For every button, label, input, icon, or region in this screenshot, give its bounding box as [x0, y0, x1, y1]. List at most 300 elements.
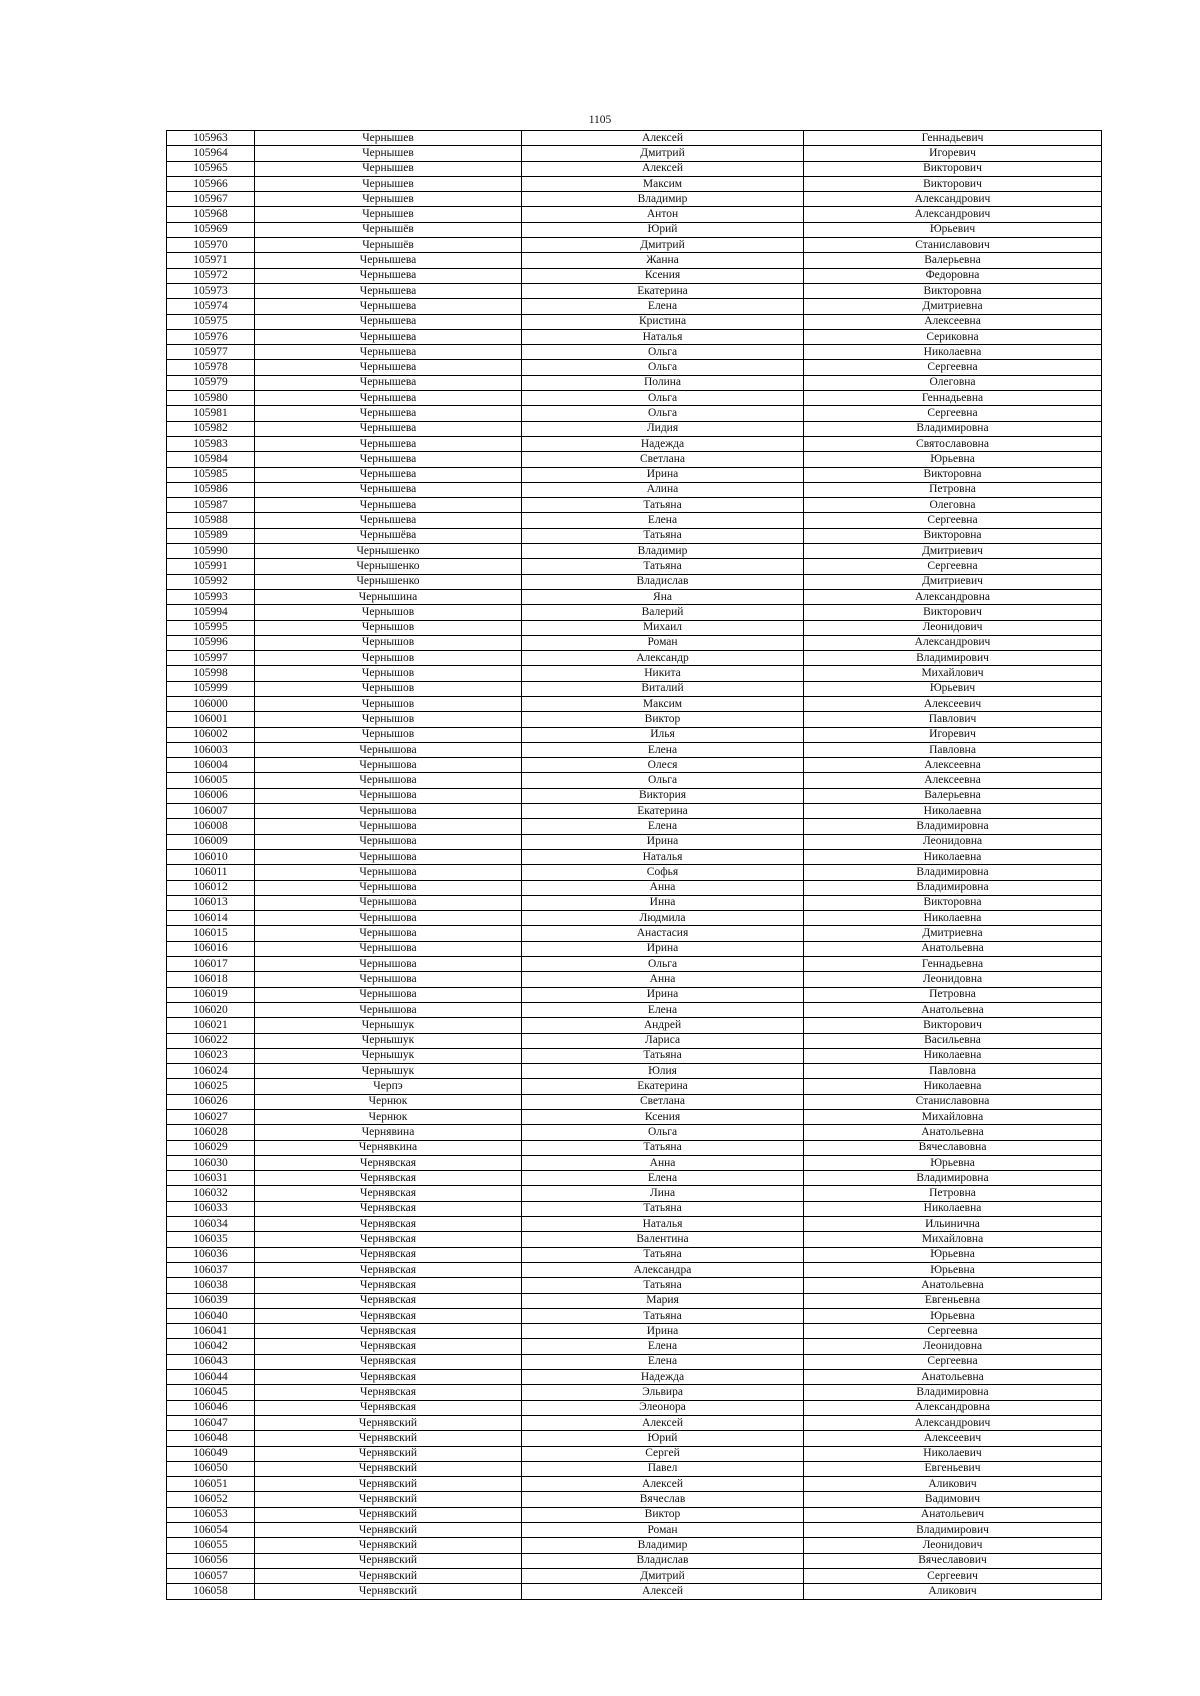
- patronymic-cell: Леонидович: [804, 1538, 1102, 1553]
- table-row: [167, 1492, 1102, 1507]
- surname-cell: Чернышев: [255, 146, 522, 161]
- table-row: [167, 1293, 1102, 1308]
- first-name-cell: Елена: [522, 513, 804, 528]
- record-number-cell: 106020: [167, 1002, 255, 1017]
- surname-cell: Чернявская: [255, 1155, 522, 1170]
- record-number-cell: 106028: [167, 1125, 255, 1140]
- surname-cell: Чернышова: [255, 957, 522, 972]
- surname-cell: Чернышук: [255, 1048, 522, 1063]
- table-row: [167, 1324, 1102, 1339]
- first-name-cell: Татьяна: [522, 1140, 804, 1155]
- record-number-cell: 106009: [167, 834, 255, 849]
- record-number-cell: 106030: [167, 1155, 255, 1170]
- first-name-cell: Татьяна: [522, 498, 804, 513]
- table-row: [167, 1094, 1102, 1109]
- first-name-cell: Елена: [522, 742, 804, 757]
- patronymic-cell: Валерьевна: [804, 253, 1102, 268]
- surname-cell: Чернявский: [255, 1446, 522, 1461]
- first-name-cell: Дмитрий: [522, 1568, 804, 1583]
- patronymic-cell: Петровна: [804, 987, 1102, 1002]
- table-row: [167, 926, 1102, 941]
- table-row: [167, 742, 1102, 757]
- surname-cell: Чернявская: [255, 1324, 522, 1339]
- patronymic-cell: Дмитриевна: [804, 926, 1102, 941]
- patronymic-cell: Юрьевна: [804, 1262, 1102, 1277]
- table-row: [167, 1217, 1102, 1232]
- surname-cell: Чернышова: [255, 941, 522, 956]
- patronymic-cell: Викторовна: [804, 895, 1102, 910]
- record-number-cell: 106050: [167, 1461, 255, 1476]
- record-number-cell: 106000: [167, 696, 255, 711]
- record-number-cell: 105978: [167, 360, 255, 375]
- patronymic-cell: Юрьевна: [804, 1247, 1102, 1262]
- patronymic-cell: Алексеевич: [804, 1431, 1102, 1446]
- first-name-cell: Наталья: [522, 849, 804, 864]
- first-name-cell: Ольга: [522, 360, 804, 375]
- patronymic-cell: Анатольевна: [804, 1370, 1102, 1385]
- first-name-cell: Александр: [522, 651, 804, 666]
- patronymic-cell: Анатольевна: [804, 941, 1102, 956]
- surname-cell: Чернышов: [255, 620, 522, 635]
- surname-cell: Чернышева: [255, 283, 522, 298]
- record-number-cell: 106038: [167, 1278, 255, 1293]
- surname-cell: Чернышенко: [255, 544, 522, 559]
- patronymic-cell: Сергеевна: [804, 559, 1102, 574]
- record-number-cell: 106058: [167, 1584, 255, 1599]
- table-row: [167, 1247, 1102, 1262]
- surname-cell: Чернышева: [255, 345, 522, 360]
- table-row: [167, 1201, 1102, 1216]
- table-row: [167, 436, 1102, 451]
- first-name-cell: Лариса: [522, 1033, 804, 1048]
- record-number-cell: 105981: [167, 406, 255, 421]
- surname-cell: Чернявский: [255, 1492, 522, 1507]
- table-row: [167, 758, 1102, 773]
- first-name-cell: Светлана: [522, 452, 804, 467]
- record-number-cell: 105965: [167, 161, 255, 176]
- patronymic-cell: Юрьевна: [804, 1308, 1102, 1323]
- record-number-cell: 106044: [167, 1370, 255, 1385]
- patronymic-cell: Викторовна: [804, 467, 1102, 482]
- record-number-cell: 106017: [167, 957, 255, 972]
- surname-cell: Чернявская: [255, 1370, 522, 1385]
- patronymic-cell: Павловна: [804, 742, 1102, 757]
- record-number-cell: 106040: [167, 1308, 255, 1323]
- patronymic-cell: Геннадьевна: [804, 391, 1102, 406]
- record-number-cell: 105992: [167, 574, 255, 589]
- record-number-cell: 106054: [167, 1523, 255, 1538]
- table-row: [167, 329, 1102, 344]
- patronymic-cell: Николаевна: [804, 1079, 1102, 1094]
- first-name-cell: Анна: [522, 972, 804, 987]
- table-row: [167, 987, 1102, 1002]
- surname-cell: Чернышева: [255, 253, 522, 268]
- table-row: [167, 972, 1102, 987]
- registry-table-body: [167, 131, 1102, 1600]
- record-number-cell: 105976: [167, 329, 255, 344]
- first-name-cell: Олеся: [522, 758, 804, 773]
- patronymic-cell: Леонидовна: [804, 1339, 1102, 1354]
- record-number-cell: 105988: [167, 513, 255, 528]
- surname-cell: Чернышева: [255, 467, 522, 482]
- patronymic-cell: Владимировна: [804, 880, 1102, 895]
- table-row: [167, 1278, 1102, 1293]
- table-row: [167, 1538, 1102, 1553]
- record-number-cell: 106011: [167, 865, 255, 880]
- surname-cell: Чернышова: [255, 987, 522, 1002]
- table-row: [167, 176, 1102, 191]
- table-row: [167, 238, 1102, 253]
- patronymic-cell: Валерьевна: [804, 788, 1102, 803]
- first-name-cell: Илья: [522, 727, 804, 742]
- first-name-cell: Виктор: [522, 1507, 804, 1522]
- surname-cell: Чернышёв: [255, 222, 522, 237]
- patronymic-cell: Сергеевич: [804, 1568, 1102, 1583]
- first-name-cell: Ирина: [522, 941, 804, 956]
- record-number-cell: 105966: [167, 176, 255, 191]
- patronymic-cell: Сергеевна: [804, 1324, 1102, 1339]
- first-name-cell: Анна: [522, 880, 804, 895]
- first-name-cell: Екатерина: [522, 283, 804, 298]
- first-name-cell: Анастасия: [522, 926, 804, 941]
- patronymic-cell: Анатольевна: [804, 1125, 1102, 1140]
- patronymic-cell: Федоровна: [804, 268, 1102, 283]
- surname-cell: Чернюк: [255, 1094, 522, 1109]
- first-name-cell: Яна: [522, 589, 804, 604]
- table-row: [167, 1446, 1102, 1461]
- table-row: [167, 498, 1102, 513]
- patronymic-cell: Леонидовна: [804, 834, 1102, 849]
- surname-cell: Чернышева: [255, 436, 522, 451]
- first-name-cell: Татьяна: [522, 1201, 804, 1216]
- first-name-cell: Екатерина: [522, 804, 804, 819]
- table-row: [167, 1370, 1102, 1385]
- surname-cell: Чернышев: [255, 207, 522, 222]
- first-name-cell: Алексей: [522, 131, 804, 146]
- record-number-cell: 105975: [167, 314, 255, 329]
- surname-cell: Чернышова: [255, 865, 522, 880]
- patronymic-cell: Дмитриевна: [804, 299, 1102, 314]
- first-name-cell: Юрий: [522, 222, 804, 237]
- surname-cell: Чернышова: [255, 773, 522, 788]
- surname-cell: Чернышов: [255, 681, 522, 696]
- table-row: [167, 345, 1102, 360]
- table-row: [167, 559, 1102, 574]
- first-name-cell: Дмитрий: [522, 238, 804, 253]
- first-name-cell: Софья: [522, 865, 804, 880]
- patronymic-cell: Игоревич: [804, 727, 1102, 742]
- patronymic-cell: Владимирович: [804, 1523, 1102, 1538]
- table-row: [167, 819, 1102, 834]
- patronymic-cell: Павловна: [804, 1064, 1102, 1079]
- first-name-cell: Владислав: [522, 574, 804, 589]
- surname-cell: Чернышова: [255, 834, 522, 849]
- first-name-cell: Алексей: [522, 161, 804, 176]
- first-name-cell: Виктория: [522, 788, 804, 803]
- surname-cell: Чернявская: [255, 1385, 522, 1400]
- patronymic-cell: Александрович: [804, 1415, 1102, 1430]
- table-row: [167, 1339, 1102, 1354]
- surname-cell: Чернышов: [255, 651, 522, 666]
- table-row: [167, 1553, 1102, 1568]
- table-row: [167, 1232, 1102, 1247]
- table-row: [167, 1354, 1102, 1369]
- table-row: [167, 681, 1102, 696]
- patronymic-cell: Геннадьевич: [804, 131, 1102, 146]
- first-name-cell: Елена: [522, 1339, 804, 1354]
- surname-cell: Чернышева: [255, 482, 522, 497]
- record-number-cell: 106013: [167, 895, 255, 910]
- first-name-cell: Никита: [522, 666, 804, 681]
- patronymic-cell: Викторович: [804, 605, 1102, 620]
- patronymic-cell: Михайловна: [804, 1110, 1102, 1125]
- first-name-cell: Елена: [522, 299, 804, 314]
- record-number-cell: 106016: [167, 941, 255, 956]
- record-number-cell: 105993: [167, 589, 255, 604]
- table-row: [167, 452, 1102, 467]
- record-number-cell: 106034: [167, 1217, 255, 1232]
- table-row: [167, 1431, 1102, 1446]
- record-number-cell: 106048: [167, 1431, 255, 1446]
- surname-cell: Чернышева: [255, 406, 522, 421]
- table-row: [167, 1171, 1102, 1186]
- record-number-cell: 106025: [167, 1079, 255, 1094]
- first-name-cell: Владимир: [522, 544, 804, 559]
- first-name-cell: Алексей: [522, 1584, 804, 1599]
- table-row: [167, 895, 1102, 910]
- first-name-cell: Лина: [522, 1186, 804, 1201]
- surname-cell: Чернявская: [255, 1339, 522, 1354]
- first-name-cell: Роман: [522, 635, 804, 650]
- first-name-cell: Ирина: [522, 467, 804, 482]
- patronymic-cell: Сергеевна: [804, 406, 1102, 421]
- table-row: [167, 651, 1102, 666]
- surname-cell: Чернявский: [255, 1477, 522, 1492]
- table-row: [167, 1140, 1102, 1155]
- table-row: [167, 666, 1102, 681]
- patronymic-cell: Сергеевна: [804, 360, 1102, 375]
- record-number-cell: 106046: [167, 1400, 255, 1415]
- surname-cell: Чернышов: [255, 635, 522, 650]
- table-row: [167, 788, 1102, 803]
- first-name-cell: Ксения: [522, 268, 804, 283]
- table-row: [167, 1415, 1102, 1430]
- patronymic-cell: Анатольевна: [804, 1002, 1102, 1017]
- record-number-cell: 106043: [167, 1354, 255, 1369]
- first-name-cell: Ольга: [522, 1125, 804, 1140]
- record-number-cell: 106021: [167, 1018, 255, 1033]
- first-name-cell: Ирина: [522, 834, 804, 849]
- patronymic-cell: Олеговна: [804, 375, 1102, 390]
- first-name-cell: Татьяна: [522, 1308, 804, 1323]
- table-row: [167, 1110, 1102, 1125]
- registry-table: [166, 130, 1102, 1600]
- surname-cell: Чернышова: [255, 819, 522, 834]
- record-number-cell: 105980: [167, 391, 255, 406]
- record-number-cell: 106003: [167, 742, 255, 757]
- first-name-cell: Юрий: [522, 1431, 804, 1446]
- patronymic-cell: Дмитриевич: [804, 544, 1102, 559]
- record-number-cell: 105994: [167, 605, 255, 620]
- table-row: [167, 1033, 1102, 1048]
- patronymic-cell: Александровна: [804, 589, 1102, 604]
- record-number-cell: 106039: [167, 1293, 255, 1308]
- surname-cell: Чернявский: [255, 1523, 522, 1538]
- table-row: [167, 773, 1102, 788]
- patronymic-cell: Геннадьевна: [804, 957, 1102, 972]
- table-row: [167, 146, 1102, 161]
- table-row: [167, 1461, 1102, 1476]
- surname-cell: Чернышева: [255, 498, 522, 513]
- table-row: [167, 314, 1102, 329]
- record-number-cell: 106006: [167, 788, 255, 803]
- first-name-cell: Полина: [522, 375, 804, 390]
- patronymic-cell: Александрович: [804, 192, 1102, 207]
- table-row: [167, 696, 1102, 711]
- record-number-cell: 106023: [167, 1048, 255, 1063]
- first-name-cell: Ольга: [522, 957, 804, 972]
- surname-cell: Чернышов: [255, 727, 522, 742]
- first-name-cell: Татьяна: [522, 1048, 804, 1063]
- surname-cell: Чернышева: [255, 375, 522, 390]
- patronymic-cell: Олеговна: [804, 498, 1102, 513]
- patronymic-cell: Евгеньевна: [804, 1293, 1102, 1308]
- table-row: [167, 1048, 1102, 1063]
- surname-cell: Чернышев: [255, 131, 522, 146]
- first-name-cell: Валентина: [522, 1232, 804, 1247]
- patronymic-cell: Евгеньевич: [804, 1461, 1102, 1476]
- surname-cell: Чернявский: [255, 1538, 522, 1553]
- patronymic-cell: Игоревич: [804, 146, 1102, 161]
- record-number-cell: 106014: [167, 911, 255, 926]
- table-row: [167, 1568, 1102, 1583]
- table-row: [167, 635, 1102, 650]
- first-name-cell: Владислав: [522, 1553, 804, 1568]
- record-number-cell: 105970: [167, 238, 255, 253]
- table-row: [167, 620, 1102, 635]
- patronymic-cell: Владимировна: [804, 865, 1102, 880]
- table-row: [167, 1155, 1102, 1170]
- first-name-cell: Александра: [522, 1262, 804, 1277]
- patronymic-cell: Михайлович: [804, 666, 1102, 681]
- surname-cell: Чернышова: [255, 972, 522, 987]
- surname-cell: Чернышева: [255, 299, 522, 314]
- record-number-cell: 106018: [167, 972, 255, 987]
- surname-cell: Чернышева: [255, 513, 522, 528]
- record-number-cell: 105984: [167, 452, 255, 467]
- record-number-cell: 106045: [167, 1385, 255, 1400]
- patronymic-cell: Юрьевна: [804, 452, 1102, 467]
- record-number-cell: 105986: [167, 482, 255, 497]
- table-row: [167, 1002, 1102, 1017]
- record-number-cell: 106049: [167, 1446, 255, 1461]
- first-name-cell: Ксения: [522, 1110, 804, 1125]
- first-name-cell: Надежда: [522, 436, 804, 451]
- patronymic-cell: Николаевна: [804, 345, 1102, 360]
- patronymic-cell: Сергеевна: [804, 1354, 1102, 1369]
- record-number-cell: 105979: [167, 375, 255, 390]
- record-number-cell: 106041: [167, 1324, 255, 1339]
- table-row: [167, 299, 1102, 314]
- record-number-cell: 105989: [167, 528, 255, 543]
- record-number-cell: 105996: [167, 635, 255, 650]
- surname-cell: Чернявкина: [255, 1140, 522, 1155]
- table-row: [167, 544, 1102, 559]
- record-number-cell: 106007: [167, 804, 255, 819]
- record-number-cell: 105983: [167, 436, 255, 451]
- first-name-cell: Надежда: [522, 1370, 804, 1385]
- patronymic-cell: Викторовна: [804, 283, 1102, 298]
- record-number-cell: 105971: [167, 253, 255, 268]
- table-row: [167, 222, 1102, 237]
- first-name-cell: Елена: [522, 1171, 804, 1186]
- table-row: [167, 467, 1102, 482]
- table-row: [167, 1523, 1102, 1538]
- record-number-cell: 106002: [167, 727, 255, 742]
- table-row: [167, 360, 1102, 375]
- first-name-cell: Максим: [522, 696, 804, 711]
- patronymic-cell: Алексеевна: [804, 314, 1102, 329]
- surname-cell: Чернышева: [255, 391, 522, 406]
- record-number-cell: 105987: [167, 498, 255, 513]
- record-number-cell: 106051: [167, 1477, 255, 1492]
- record-number-cell: 106001: [167, 712, 255, 727]
- patronymic-cell: Викторовна: [804, 528, 1102, 543]
- first-name-cell: Елена: [522, 1354, 804, 1369]
- first-name-cell: Жанна: [522, 253, 804, 268]
- surname-cell: Чернявская: [255, 1186, 522, 1201]
- record-number-cell: 105977: [167, 345, 255, 360]
- first-name-cell: Ольга: [522, 773, 804, 788]
- patronymic-cell: Васильевна: [804, 1033, 1102, 1048]
- table-row: [167, 605, 1102, 620]
- first-name-cell: Владимир: [522, 1538, 804, 1553]
- first-name-cell: Людмила: [522, 911, 804, 926]
- first-name-cell: Роман: [522, 1523, 804, 1538]
- record-number-cell: 105997: [167, 651, 255, 666]
- patronymic-cell: Александрович: [804, 207, 1102, 222]
- patronymic-cell: Владимирович: [804, 651, 1102, 666]
- patronymic-cell: Викторович: [804, 161, 1102, 176]
- first-name-cell: Светлана: [522, 1094, 804, 1109]
- patronymic-cell: Аликович: [804, 1584, 1102, 1599]
- table-row: [167, 253, 1102, 268]
- record-number-cell: 106042: [167, 1339, 255, 1354]
- table-row: [167, 1507, 1102, 1522]
- surname-cell: Чернышева: [255, 314, 522, 329]
- surname-cell: Чернышов: [255, 712, 522, 727]
- surname-cell: Чернышова: [255, 895, 522, 910]
- first-name-cell: Виктор: [522, 712, 804, 727]
- surname-cell: Чернышук: [255, 1018, 522, 1033]
- first-name-cell: Элеонора: [522, 1400, 804, 1415]
- table-row: [167, 1125, 1102, 1140]
- surname-cell: Чернышук: [255, 1033, 522, 1048]
- surname-cell: Чернявский: [255, 1553, 522, 1568]
- surname-cell: Чернышева: [255, 452, 522, 467]
- patronymic-cell: Вячеславовна: [804, 1140, 1102, 1155]
- surname-cell: Чернюк: [255, 1110, 522, 1125]
- first-name-cell: Елена: [522, 819, 804, 834]
- table-row: [167, 727, 1102, 742]
- table-row: [167, 880, 1102, 895]
- record-number-cell: 105974: [167, 299, 255, 314]
- table-row: [167, 957, 1102, 972]
- surname-cell: Чернышова: [255, 880, 522, 895]
- table-row: [167, 1308, 1102, 1323]
- record-number-cell: 105991: [167, 559, 255, 574]
- patronymic-cell: Леонидовна: [804, 972, 1102, 987]
